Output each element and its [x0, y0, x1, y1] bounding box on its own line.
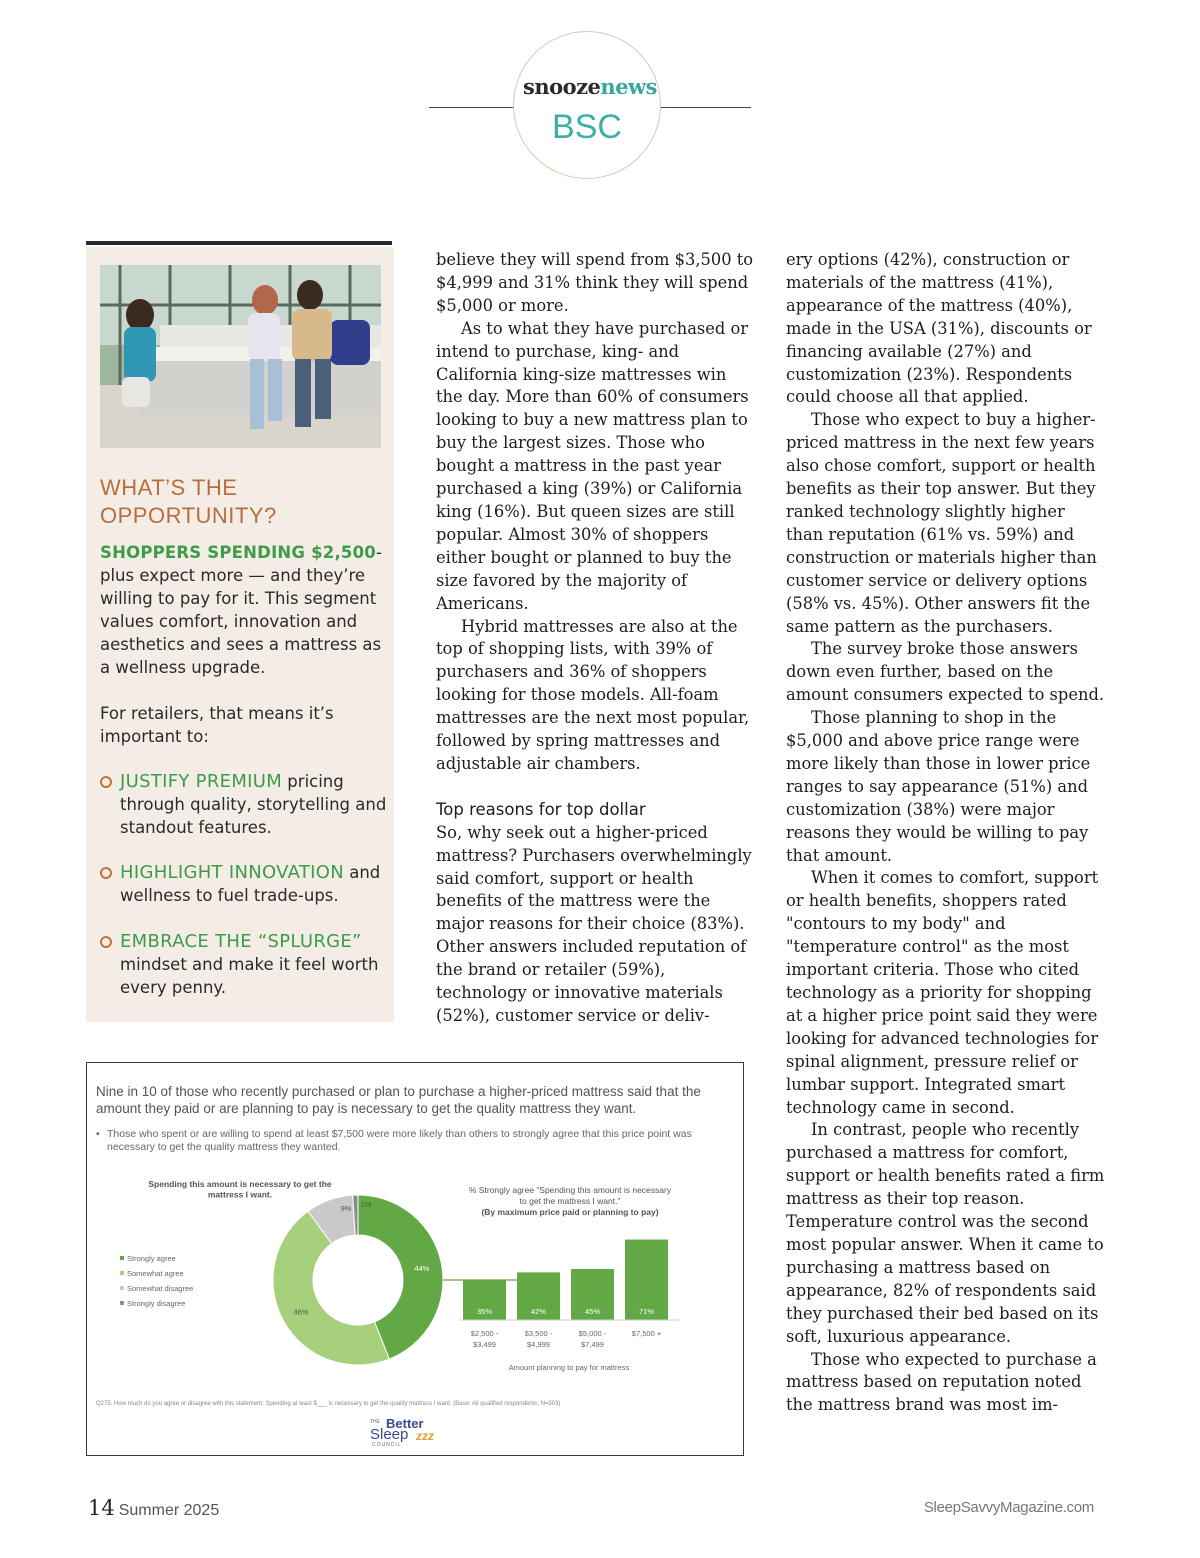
sidebar-photo: [100, 265, 381, 448]
chart-note-text: Those who spent or are willing to spend at least $7,500 were more likely than others to strongly agree that this price point was necessary to get the quality mattress they wanted.: [107, 1128, 692, 1153]
photo-illustration: [100, 265, 381, 448]
article-column-1: [436, 249, 756, 1028]
site-url: SleepSavvyMagazine.com: [923, 1499, 1094, 1516]
legend-swatch: [120, 1271, 124, 1275]
bar-title: to get the mattress I want.”: [519, 1196, 621, 1206]
bullet-highlight-innovation: [100, 861, 390, 907]
legend-swatch: [120, 1256, 124, 1260]
donut-label: 9%: [340, 1204, 352, 1213]
logo-council: COUNCIL: [372, 1442, 402, 1448]
bullet-text: pricing through quality, storytelling and standout features.: [120, 772, 387, 837]
bar-category-label: $2,500 -: [470, 1329, 499, 1338]
bar-category-label: $5,000 -: [578, 1329, 607, 1338]
chart-canvas: [88, 1170, 742, 1420]
paragraph: Hybrid mattresses are also at the top of shopping lists, with 39% of purchasers and 36% of shoppers looking for those models. All-foam mattresses are the next most popular, followed by spring mattresses and adjustable air chambers.: [436, 616, 750, 773]
paragraph: The survey broke those answers down even further, based on the amount consumers expected to spend.: [786, 639, 1105, 705]
sidebar-title-line1: WHAT’S THE: [100, 475, 238, 500]
paragraph: When it comes to comfort, support or health benefits, shoppers rated "contours to my body" and "temperature control" as the most important criteria. Those who cited technology as a priority for shopping at a higher price point said they were looking for advanced technologies for spinal alignment, pressure relief or lumbar support. Integrated smart technology came in second.: [786, 868, 1099, 1117]
logo-the: THE: [370, 1419, 380, 1425]
donut-title: Spending this amount is necessary to get the: [148, 1179, 332, 1189]
sidebar-top-rule: [86, 241, 392, 245]
logo-better: Better: [386, 1416, 424, 1431]
lead-strong: SHOPPERS SPENDING $2,500: [100, 543, 376, 562]
bar-title: (By maximum price paid or planning to pay): [481, 1207, 659, 1217]
page-folio: [88, 1496, 219, 1520]
subhead: Top reasons for top dollar: [436, 799, 646, 819]
bar-value-label: 42%: [530, 1307, 547, 1316]
ring-icon: [100, 936, 112, 948]
logo-zzz: zzz: [416, 1429, 434, 1443]
donut-title: mattress I want.: [207, 1189, 273, 1200]
bullet-text: mindset and make it feel worth every penny.: [120, 955, 379, 997]
bar-category-label: $4,999: [527, 1340, 550, 1349]
paragraph: Those who expect to buy a higher-priced mattress in the next few years also chose comfort, support or health benefits as their top answer. But they ranked technology slightly higher than reputation (61% vs. 59%) and construction or materials higher than customer service or delivery options (58% vs. 45%). Other answers fit the same pattern as the purchasers.: [786, 410, 1097, 636]
bar-category-label: $3,500 -: [524, 1329, 553, 1338]
bar-x-axis-label: Amount planning to pay for mattress: [508, 1363, 630, 1372]
article-column-2: [786, 249, 1106, 1417]
donut-label: 1%: [360, 1200, 372, 1209]
sidebar-retailers: For retailers, that means it’s important to:: [100, 704, 334, 746]
legend-label: Somewhat agree: [127, 1269, 184, 1278]
paragraph: In contrast, people who recently purchased a mattress for comfort, support or health benefits rated a firm mattress as their top reason. Temperature control was the second most popular answer. When it came to purchasing a mattress based on appearance, 82% of respondents said they purchased their bed based on its soft, luxurious appearance.: [786, 1120, 1105, 1346]
legend-label: Strongly agree: [127, 1254, 176, 1263]
bar-category-label: $3,499: [473, 1340, 496, 1349]
chart-headline: Nine in 10 of those who recently purchased or plan to purchase a higher-priced mattress said that the amount they paid or are planning to pay is necessary to get the quality mattress they want.: [96, 1084, 701, 1116]
bullet-embrace-splurge: [100, 930, 390, 999]
bullet-highlight: JUSTIFY PREMIUM: [120, 771, 283, 792]
brand-news: news: [600, 74, 657, 99]
paragraph: believe they will spend from $3,500 to $4,999 and 31% think they will spend $5,000 or more.: [436, 250, 754, 315]
legend-label: Somewhat disagree: [127, 1284, 194, 1293]
better-sleep-council-logo: [370, 1416, 450, 1448]
bar-value-label: 71%: [638, 1307, 655, 1316]
bar-title: % Strongly agree “Spending this amount is necessary: [468, 1185, 672, 1195]
sidebar-title: [100, 474, 390, 530]
issue-label: Summer 2025: [118, 1502, 220, 1519]
logo-sleep: Sleep: [370, 1426, 409, 1443]
bullet-justify-premium: [100, 770, 390, 839]
masthead-circle: [513, 31, 661, 179]
bar-value-label: 45%: [584, 1307, 601, 1316]
ring-icon: [100, 776, 112, 788]
paragraph: So, why seek out a higher-priced mattress? Purchasers overwhelmingly said comfort, support or health benefits of the mattress were the major reasons for their choice (83%). Other answers included reputation of the brand or retailer (59%), technology or innovative materials (52%), customer service or deliv-: [436, 822, 752, 1025]
sidebar-title-line2: OPPORTUNITY?: [100, 503, 277, 528]
bullet-highlight: EMBRACE THE “SPLURGE”: [120, 931, 362, 952]
ring-icon: [100, 867, 112, 879]
bullet-highlight: HIGHLIGHT INNOVATION: [120, 862, 344, 883]
paragraph: ery options (42%), construction or materials of the mattress (41%), appearance of the mattress (40%), made in the USA (31%), discounts or financing available (27%) and customization (23%). Respondents could choose all that applied.: [786, 250, 1092, 407]
paragraph: Those planning to shop in the $5,000 and above price range were more likely than those in lower price ranges to say appearance (51%) and customization (38%) were major reasons they would be willing to pay that amount.: [786, 708, 1091, 865]
donut-label: 46%: [293, 1307, 309, 1317]
legend-label: Strongly disagree: [127, 1299, 186, 1308]
chart-footnote: Q275. How much do you agree or disagree with this statement: Spending at least $___ is necessary to get the quality mattress I want. (Base: All qualified respondents; N=503): [96, 1401, 561, 1407]
masthead-brand: [429, 74, 751, 99]
bullet-dot: •: [96, 1128, 100, 1140]
chart-note: [96, 1128, 716, 1153]
donut-label: 44%: [414, 1263, 430, 1273]
lead-rest: -plus expect more — and they’re willing to pay for it. This segment values comfort, innovation and aesthetics and sees a mattress as a wellness upgrade.: [100, 543, 382, 677]
brand-snooze: snooze: [523, 74, 601, 99]
bar-category-label: $7,499: [581, 1340, 604, 1349]
paragraph: As to what they have purchased or intend to purchase, king- and California king-size mattresses win the day. More than 60% of consumers looking to buy a new mattress plan to buy the largest sizes. Those who bought a mattress in the past year purchased a king (39%) or California king (16%). But queen sizes are still popular. Almost 30% of shoppers either bought or planned to buy the size favored by the majority of Americans.: [436, 318, 749, 613]
section-label: BSC: [552, 108, 622, 146]
legend-swatch: [120, 1301, 124, 1305]
paragraph: Those who expected to purchase a mattress based on reputation noted the mattress brand was most im-: [786, 1349, 1097, 1415]
bar-value-label: 35%: [476, 1307, 493, 1316]
bullet-text: and wellness to fuel trade-ups.: [120, 863, 381, 905]
legend-swatch: [120, 1286, 124, 1290]
bar-category-label: $7,500 +: [631, 1329, 662, 1338]
sidebar-lead: [100, 541, 390, 679]
page-number: 14: [88, 1496, 115, 1520]
